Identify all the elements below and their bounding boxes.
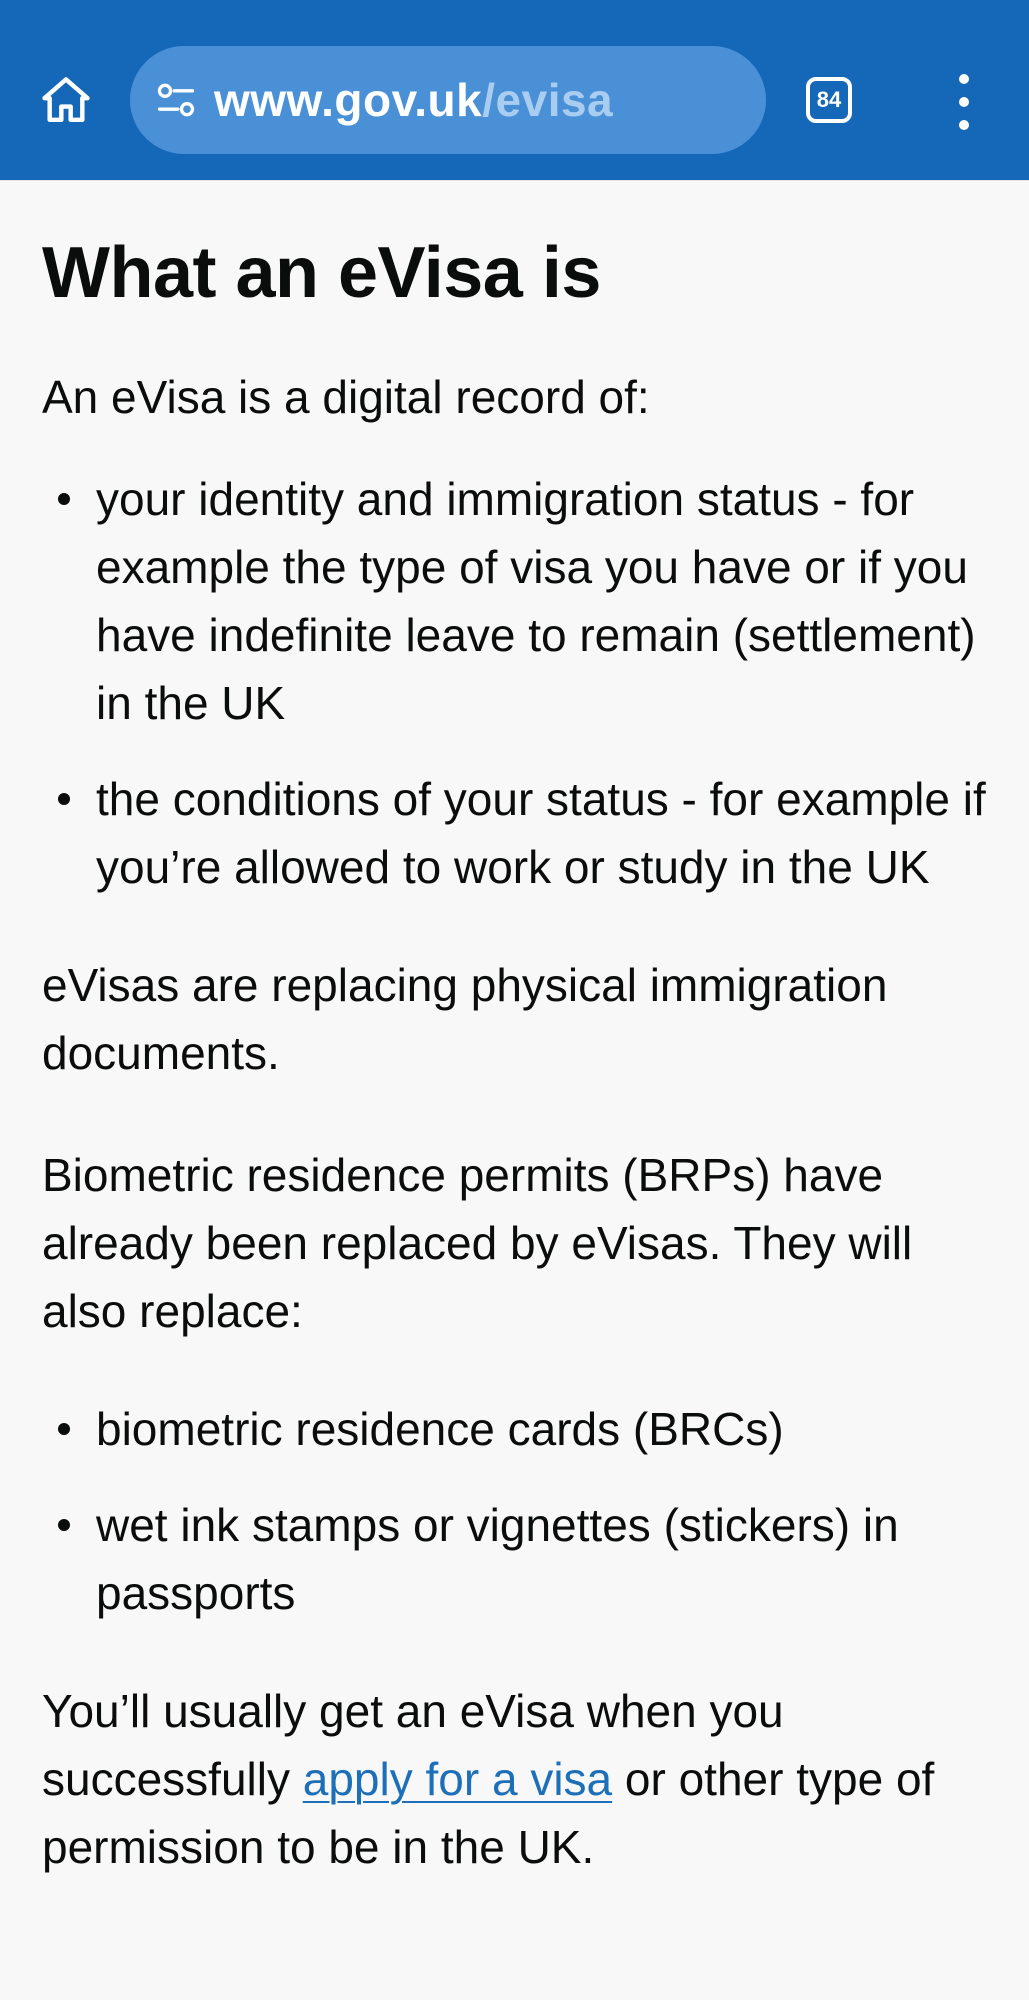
url-host: www.gov.uk <box>214 74 483 126</box>
bullet-icon <box>58 493 70 505</box>
more-vert-icon <box>959 74 969 84</box>
browser-toolbar <box>0 0 1029 180</box>
brp-paragraph: Biometric residence permits (BRPs) have already been replaced by eVisas. They will also replace: <box>42 1148 913 1337</box>
replacing-paragraph: eVisas are replacing physical immigration documents. <box>42 958 888 1079</box>
apply-for-visa-link[interactable]: apply for a visa <box>302 1752 613 1805</box>
record-list <box>42 465 992 901</box>
bullet-icon <box>58 1423 70 1435</box>
home-icon <box>38 72 94 128</box>
address-bar[interactable] <box>130 46 766 154</box>
tab-switcher-button[interactable]: 84 <box>806 77 852 123</box>
page-content <box>42 180 992 1881</box>
site-settings-icon[interactable] <box>152 76 200 124</box>
list-item: biometric residence cards (BRCs) <box>42 1395 992 1463</box>
list-item: the conditions of your status - for example if you’re allowed to work or study in the UK <box>42 765 992 901</box>
url-text[interactable] <box>214 73 613 127</box>
bullet-icon <box>58 793 70 805</box>
list-item: your identity and immigration status - for example the type of visa you have or if you have indefinite leave to remain (settlement) in the UK <box>42 465 992 737</box>
more-menu-button[interactable] <box>946 74 982 130</box>
page-title: What an eVisa is <box>42 233 601 313</box>
home-button[interactable] <box>36 70 96 130</box>
list-item: wet ink stamps or vignettes (stickers) in passports <box>42 1491 992 1627</box>
replace-list <box>42 1395 992 1627</box>
url-path: /evisa <box>482 74 614 126</box>
intro-paragraph: An eVisa is a digital record of: <box>42 370 650 423</box>
bullet-icon <box>58 1519 70 1531</box>
usually-paragraph: You’ll usually get an eVisa when you successfully apply for a visa or other type of permission to be in the UK. <box>42 1684 935 1873</box>
